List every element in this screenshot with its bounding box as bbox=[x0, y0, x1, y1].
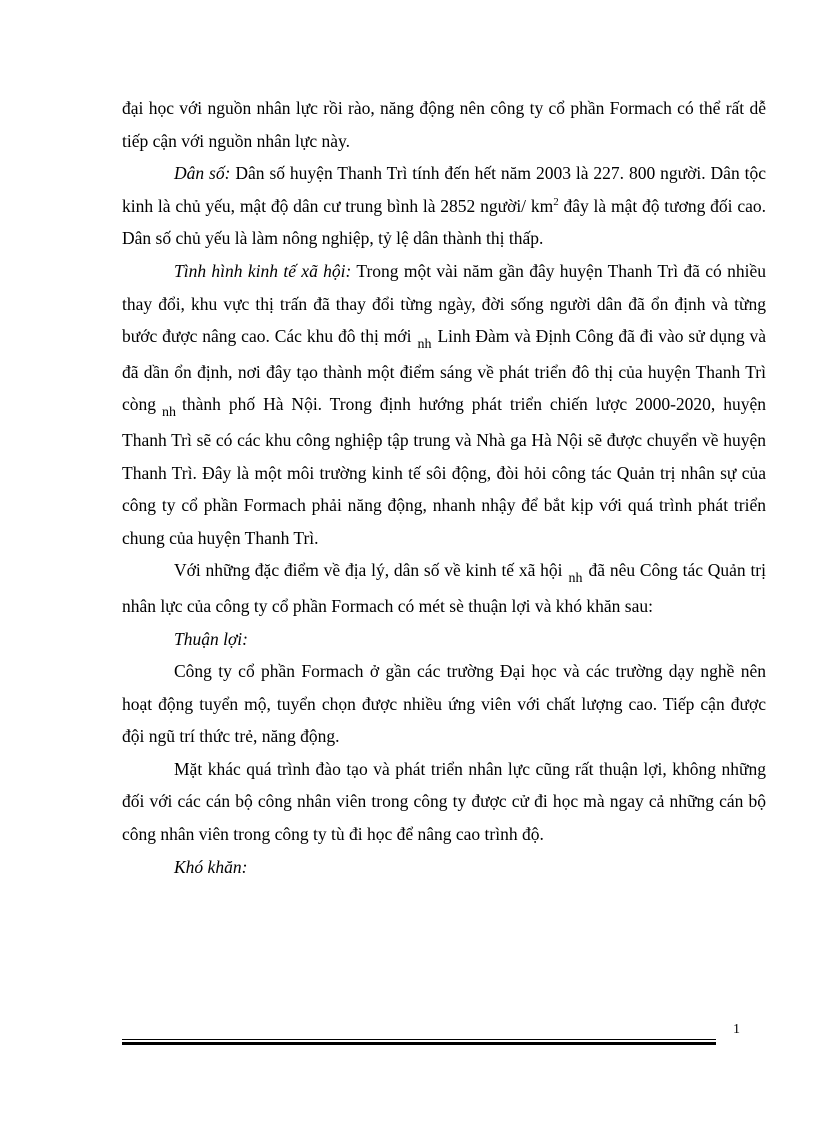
population-label: Dân số: bbox=[174, 163, 231, 184]
paragraph-universities: đại học với nguồn nhân lực rồi rào, năng động nên công ty cổ phần Formach có thể rất dễ tiếp cận với nguồn nhân lực này. bbox=[122, 98, 766, 151]
footer-rule-thick bbox=[122, 1042, 716, 1045]
population-text: Dân số huyện Thanh Trì tính đến hết năm 2003 là 227. 800 người. Dân tộc kinh là chủ yếu, mật độ dân cư trung bình là 2852 người/ km bbox=[122, 163, 766, 216]
economy-text-c: thành phố Hà Nội. Trong định hướng phát triển chiến lược 2000-2020, huyện Thanh Trì sẽ có các khu công nghiệp tập trung và Nhà ga Hà Nội sẽ được chuyển về huyện Thanh Trì. Đây là một môi trường kinh tế sôi động, đòi hỏi công tác Quản trị nhân sự của công ty cổ phần Formach phải năng động, nhanh nhậy để bắt kịp với quá trình phát triển chung của huyện Thanh Trì. bbox=[122, 394, 766, 548]
summary-text-a: Với những đặc điểm về địa lý, dân số về kinh tế xã hội bbox=[174, 560, 563, 581]
superscript-2: 2 bbox=[553, 195, 559, 208]
summary-text-b: đã nêu Công tác Quản trị nhân lực của công ty cổ phần Formach có mét sè thuận lợi và khó khăn sau: bbox=[122, 560, 766, 616]
nh-fragment: nh bbox=[417, 337, 432, 353]
paragraph-economy bbox=[122, 255, 766, 554]
economy-text-b: Linh Đàm và Định Công đã đi vào sử dụng và đã dần ổn định, nơi đây tạo thành một điểm sáng về phát triển đô thị của huyện Thanh Trì còng bbox=[122, 326, 767, 415]
paragraph-summary bbox=[122, 554, 766, 622]
heading-difficulties: Khó khăn: bbox=[174, 856, 248, 877]
paragraph-advantages-1: Công ty cổ phần Formach ở gần các trường Đại học và các trường dạy nghề nên hoạt động tuyển mộ, tuyển chọn được nhiều ứng viên với chất lượng cao. Tiếp cận được đội ngũ trí thức trẻ, năng động. bbox=[122, 661, 766, 747]
paragraph-population bbox=[122, 157, 766, 255]
paragraph-advantages-2: Mặt khác quá trình đào tạo và phát triển nhân lực cũng rất thuận lợi, không những đối với các cán bộ công nhân viên trong công ty được cử đi học mà ngay cả những cán bộ công nhân viên trong công ty tù đi học để nâng cao trình độ. bbox=[122, 758, 766, 845]
page-number: 1 bbox=[733, 1022, 740, 1037]
economy-label: Tình hình kinh tế xã hội: bbox=[174, 260, 352, 281]
document-body bbox=[122, 92, 766, 883]
heading-advantages: Thuận lợi: bbox=[174, 628, 248, 649]
nh-fragment: nh bbox=[568, 571, 583, 587]
population-text-tail: đây là mật độ tương đối cao. Dân số chủ yếu là làm nông nghiệp, tỷ lệ dân thành thị thấp. bbox=[122, 195, 766, 249]
economy-text-a: Trong một vài năm gần đây huyện Thanh Trì đã có nhiều thay đổi, khu vực thị trấn đã thay đổi từng ngày, đời sống người dân đã ổn định và từng bước được nâng cao. Các khu đô thị mới bbox=[122, 260, 766, 347]
footer-rule-thin bbox=[122, 1039, 716, 1040]
nh-fragment: nh bbox=[162, 405, 177, 421]
